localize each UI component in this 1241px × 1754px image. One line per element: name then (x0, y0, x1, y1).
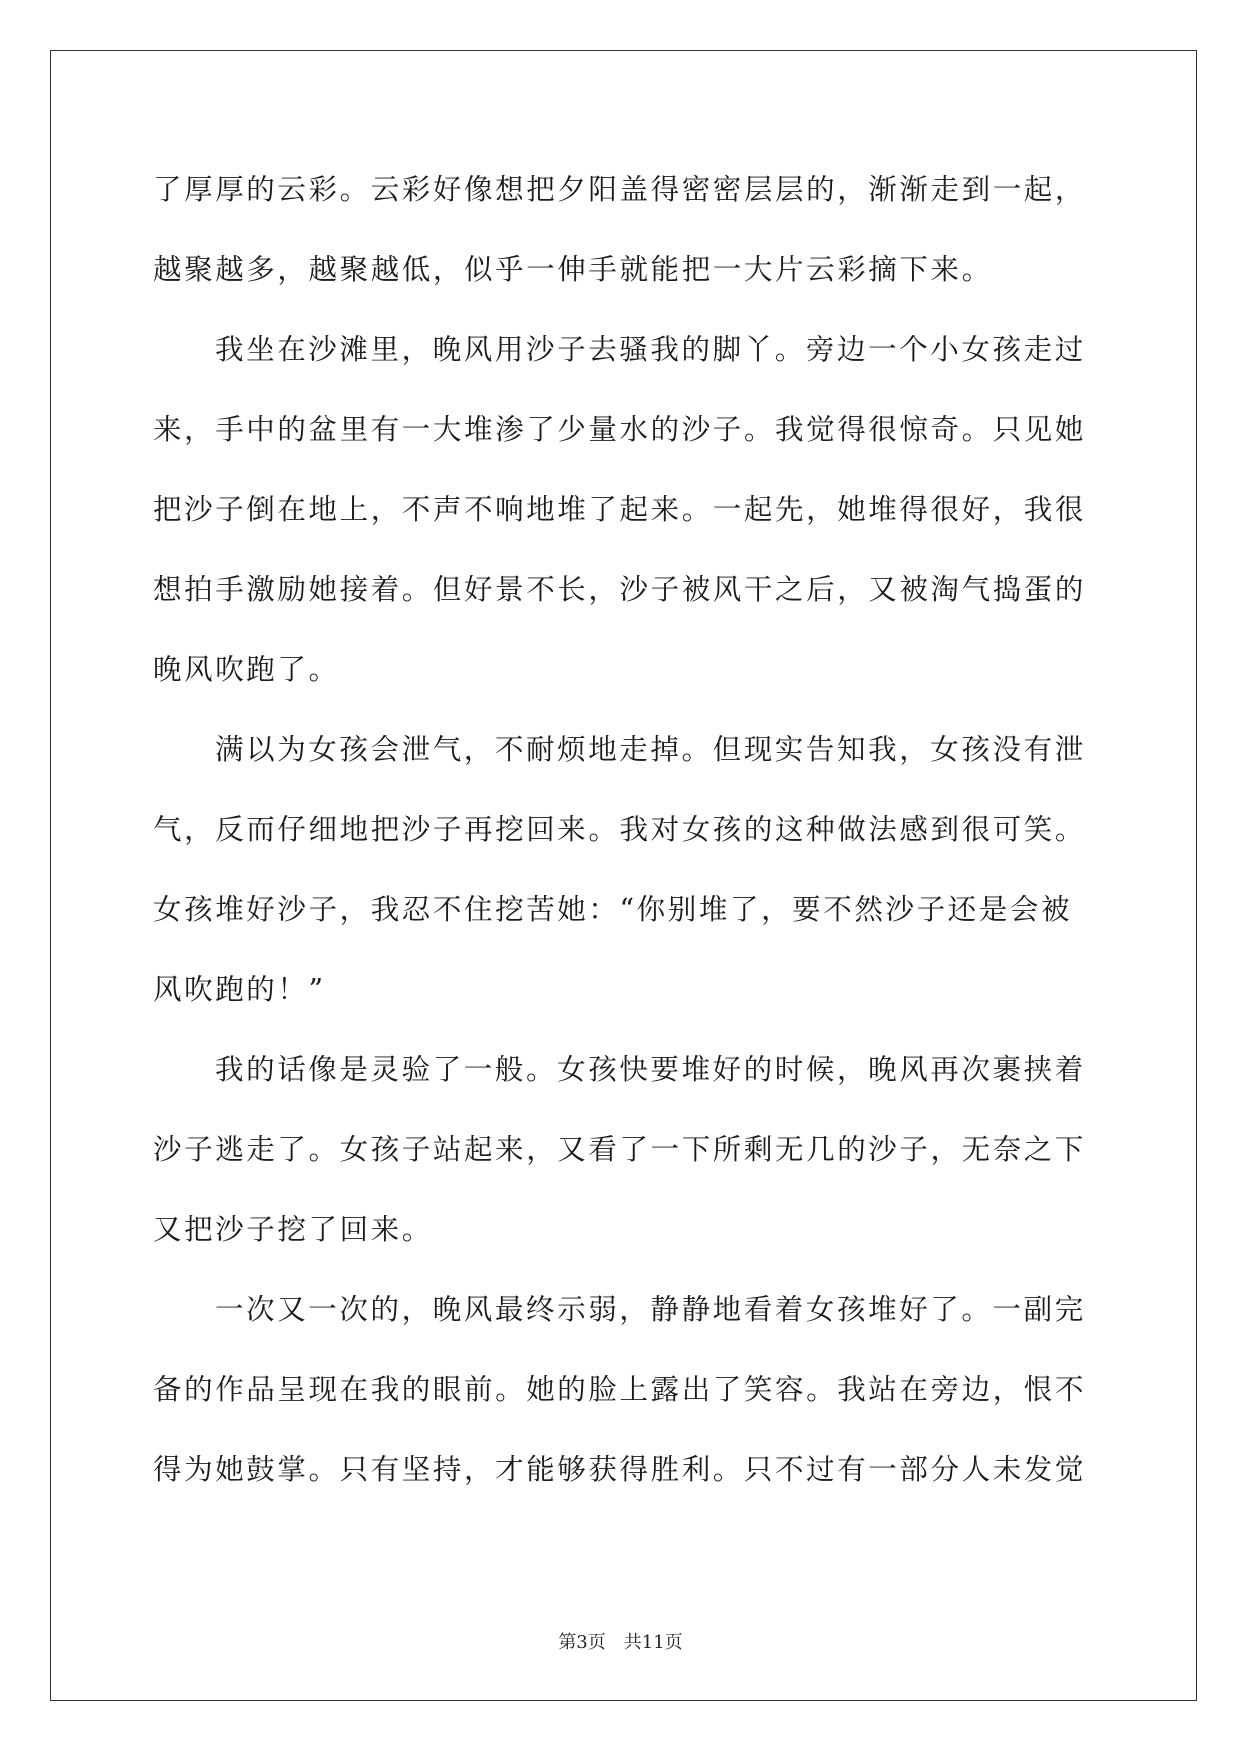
text-line: 把沙子倒在地上，不声不响地堆了起来。一起先，她堆得很好，我很 (153, 493, 1087, 526)
text-line: 得为她鼓掌。只有坚持，才能够获得胜利。只不过有一部分人未发觉 (153, 1453, 1087, 1486)
text-line: 气，反而仔细地把沙子再挖回来。我对女孩的这种做法感到很可笑。 (153, 813, 1087, 846)
text-line: 越聚越多，越聚越低，似乎一伸手就能把一大片云彩摘下来。 (153, 253, 993, 286)
text-line: 了厚厚的云彩。云彩好像想把夕阳盖得密密层层的，渐渐走到一起， (153, 173, 1087, 206)
page-total: 共11页 (623, 1632, 683, 1653)
text-line: 满以为女孩会泄气，不耐烦地走掉。但现实告知我，女孩没有泄 (215, 733, 1086, 766)
page-number: 第3页 (558, 1632, 606, 1653)
text-line: 备的作品呈现在我的眼前。她的脸上露出了笑容。我站在旁边，恨不 (153, 1373, 1087, 1406)
text-line: 又把沙子挖了回来。 (153, 1213, 433, 1246)
text-line: 女孩堆好沙子，我忍不住挖苦她：“你别堆了，要不然沙子还是会被 (153, 893, 1073, 926)
text-line: 风吹跑的！” (153, 973, 326, 1006)
text-line: 来，手中的盆里有一大堆渗了少量水的沙子。我觉得很惊奇。只见她 (153, 413, 1087, 446)
page-footer (0, 1628, 1241, 1654)
text-line: 我的话像是灵验了一般。女孩快要堆好的时候，晚风再次裹挟着 (215, 1053, 1086, 1086)
text-line: 晚风吹跑了。 (153, 653, 340, 686)
text-line: 想拍手激励她接着。但好景不长，沙子被风干之后，又被淘气捣蛋的 (153, 573, 1087, 606)
text-line: 沙子逃走了。女孩子站起来，又看了一下所剩无几的沙子，无奈之下 (153, 1133, 1087, 1166)
document-body (153, 150, 1088, 1510)
text-line: 一次又一次的，晚风最终示弱，静静地看着女孩堆好了。一副完 (215, 1293, 1086, 1326)
text-line: 我坐在沙滩里，晚风用沙子去骚我的脚丫。旁边一个小女孩走过 (215, 333, 1086, 366)
